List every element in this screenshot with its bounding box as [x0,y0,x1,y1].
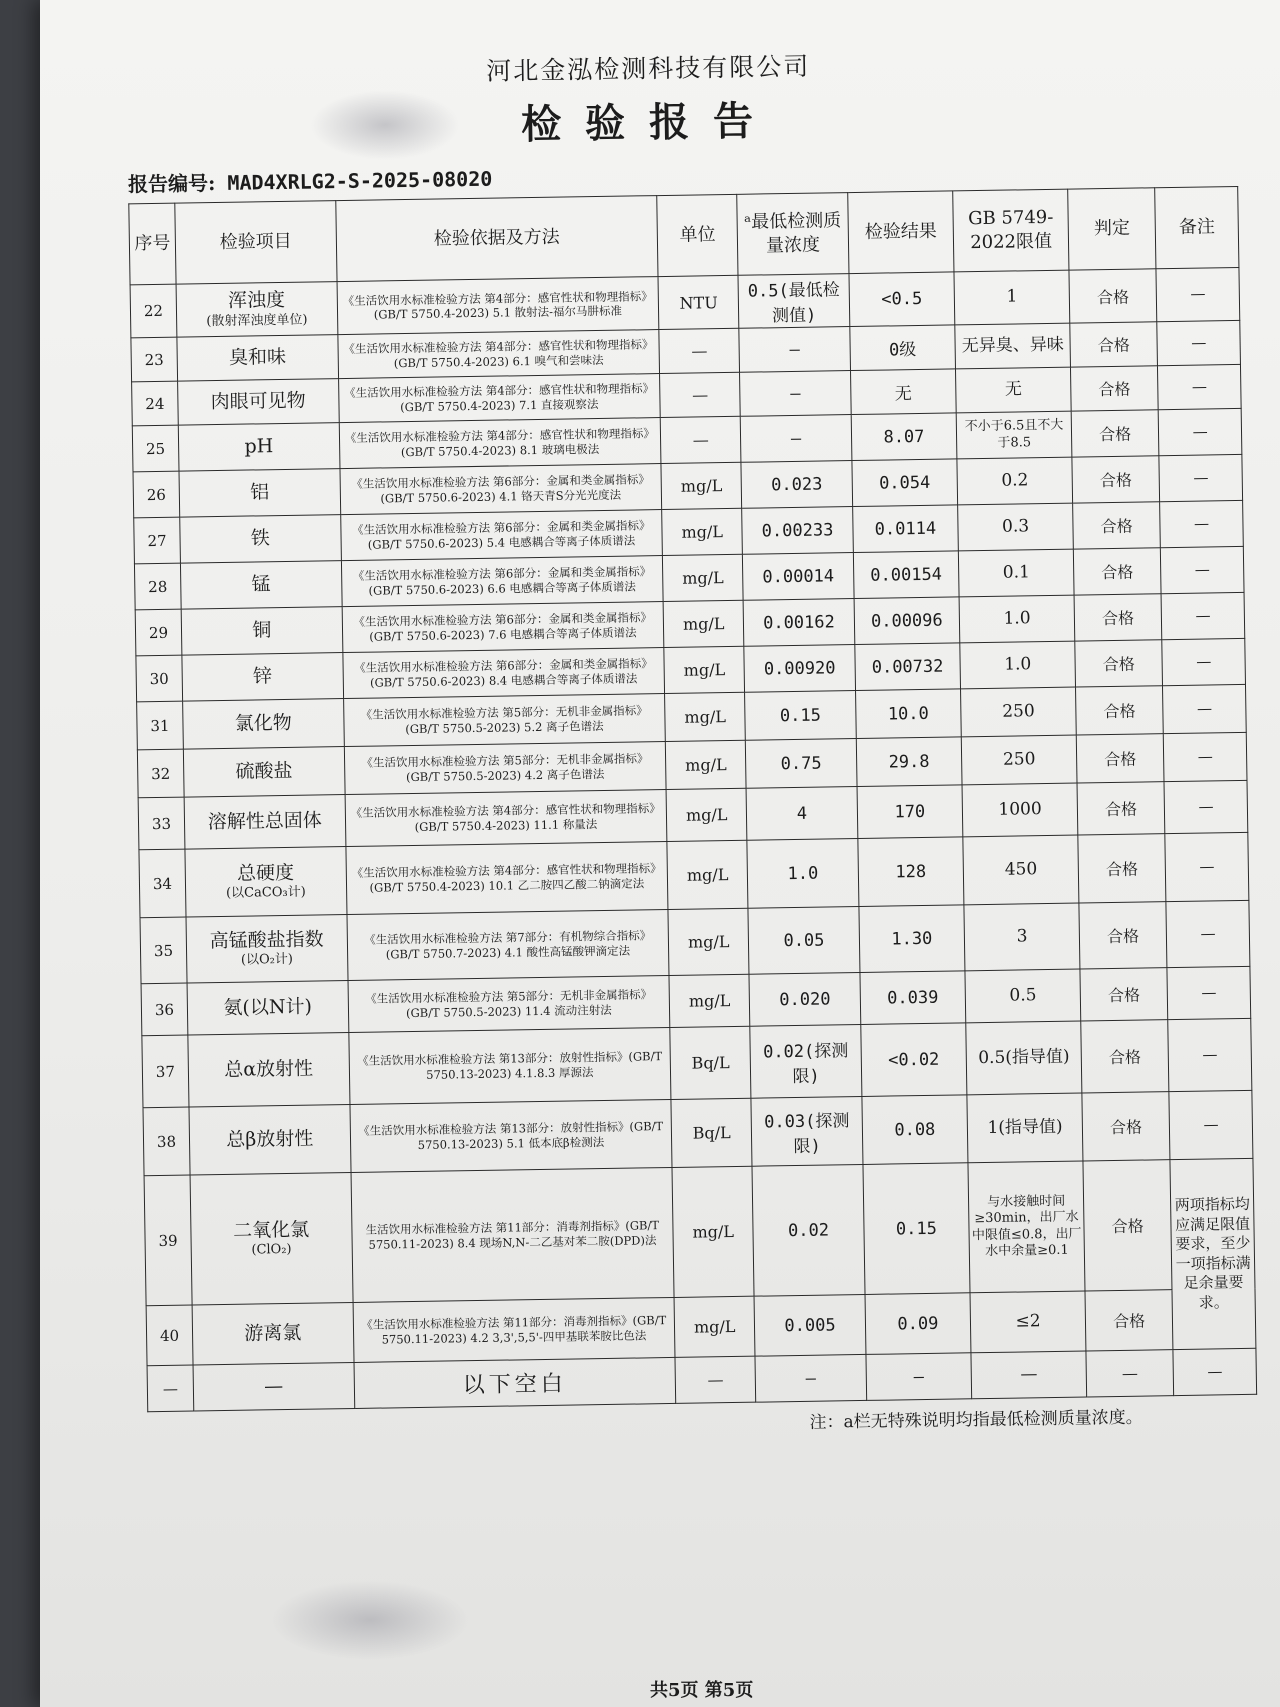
row-item [176,282,338,338]
row-method: 《生活饮用水标准检验方法 第7部分：有机物综合指标》(GB/T 5750.7-2023) 4.1 酸性高锰酸钾滴定法 [347,909,669,980]
row-mdl: — [740,371,851,417]
report-number-label: 报告编号: [127,171,216,197]
row-item [181,607,342,656]
row-item-name: 氨(以N计) [223,995,313,1019]
row-seq: 35 [140,917,187,984]
row-limit: 0.1 [959,549,1075,597]
row-result: <0.5 [849,272,955,327]
row-item [180,515,341,564]
header-seq: 序号 [129,203,176,285]
row-mdl: 0.05 [748,907,859,975]
row-note: — [1163,684,1246,733]
row-unit: Bq/L [670,1026,751,1099]
row-note: — [1161,546,1244,593]
row-result: 29.8 [856,737,962,787]
row-item-name: 溶解性总固体 [207,809,322,833]
header-result: 检验结果 [847,191,954,274]
row-item [179,469,340,518]
row-verdict: 合格 [1071,366,1159,411]
row-limit: 1000 [962,783,1078,837]
row-item-name: 总α放射性 [224,1057,314,1081]
table-row [144,1158,1255,1305]
row-item [190,1173,353,1306]
row-result: 0.039 [860,971,966,1025]
row-item-name: 臭和味 [228,345,287,369]
row-seq: 38 [143,1107,190,1176]
blank-limit: — [971,1351,1087,1399]
header-unit: 单位 [657,194,739,276]
row-mdl: — [741,415,852,463]
row-limit: 0.3 [958,503,1074,551]
row-seq: 34 [139,849,186,918]
row-result: 0.00096 [854,597,960,645]
row-note: — [1164,780,1248,833]
row-verdict: 合格 [1069,269,1157,323]
row-seq: 24 [132,381,179,426]
row-unit: mg/L [662,508,743,555]
row-item-name: 浑浊度 [227,288,286,312]
row-note: — [1158,408,1241,455]
row-verdict: 合格 [1077,782,1165,835]
row-item [183,699,344,750]
row-unit: NTU [658,275,739,329]
row-method: 《生活饮用水标准检验方法 第6部分：金属和类金属指标》(GB/T 5750.6-2023) 5.4 电感耦合等离子体质谱法 [340,510,662,561]
row-note: — [1168,1018,1252,1091]
report-number-value: MAD4XRLG2-S-2025-08020 [227,166,493,195]
row-verdict: 合格 [1072,456,1160,503]
row-method: 生活饮用水标准检验方法 第11部分：消毒剂指标》(GB/T 5750.11-2023) 8.4 现场N,N-二乙基对苯二胺(DPD)法 [351,1167,674,1302]
row-result: 无 [850,369,956,415]
row-verdict: 合格 [1071,410,1159,457]
footnote: 注：a栏无特殊说明均指最低检测质量浓度。 [809,1407,1143,1433]
blank-result: — [866,1353,972,1401]
row-verdict: 合格 [1085,1290,1173,1351]
row-seq: 28 [134,563,181,610]
row-unit: — [660,372,741,417]
row-result: 10.0 [855,689,961,739]
row-verdict: 合格 [1078,834,1166,903]
row-seq: 39 [144,1175,192,1306]
row-limit: 1.0 [959,595,1075,643]
row-item-name: 氯化物 [234,711,292,735]
row-note: — [1166,900,1250,967]
row-verdict: 合格 [1081,1020,1169,1093]
row-result: 170 [857,785,963,839]
row-method: 《生活饮用水标准检验方法 第6部分：金属和类金属指标》(GB/T 5750.6-2023) 4.1 铬天青S分光光度法 [340,464,662,515]
row-limit: 0.5(指导值) [966,1021,1082,1095]
row-verdict: 合格 [1082,1092,1170,1161]
row-result: 0.15 [863,1163,971,1295]
row-mdl: 0.00233 [742,507,853,555]
row-mdl: 0.03(探测限) [751,1096,862,1166]
header-note: 备注 [1155,186,1239,268]
row-note: — [1158,364,1241,409]
row-item [177,379,338,426]
header-item: 检验项目 [175,201,337,285]
row-limit: 1 [954,270,1070,325]
row-verdict: 合格 [1076,686,1164,735]
blank-item: — [193,1362,354,1411]
row-item-name: pH [244,434,274,458]
row-item-name: 二氧化氯 [233,1218,310,1242]
row-unit: mg/L [672,1166,754,1297]
row-seq: 27 [134,517,181,564]
row-unit: mg/L [665,692,746,741]
row-item [187,981,349,1036]
row-limit: 0.2 [957,457,1073,505]
row-note: — [1159,454,1242,501]
row-mdl: 0.15 [745,691,856,741]
row-item-name: 铁 [250,526,270,550]
row-mdl: 4 [746,787,857,841]
row-note: — [1164,732,1247,781]
row-item [189,1105,351,1176]
header-mdl: ᵃ最低检测质量浓度 [737,193,848,276]
row-limit: 与水接触时间≥30min，出厂水中限值≤0.8，出厂水中余量≥0.1 [968,1161,1085,1293]
row-limit: 0.5 [965,969,1081,1023]
row-result: 0.00154 [853,551,959,599]
company-name: 河北金泓检测科技有限公司 [486,51,811,86]
row-unit: mg/L [662,554,743,601]
results-table [128,186,1257,1412]
row-mdl: 0.02(探测限) [750,1024,861,1098]
row-item [184,795,346,850]
row-seq: 26 [133,471,180,518]
row-unit: mg/L [664,646,745,693]
table-body [130,267,1257,1411]
row-item-name: 锌 [252,664,273,688]
row-method: 《生活饮用水标准检验方法 第13部分：放射性指标》(GB/T 5750.13-2023) 4.1.8.3 厚源法 [348,1027,671,1104]
row-mdl: — [739,327,850,373]
row-item [192,1302,354,1365]
row-limit: 1.0 [960,641,1076,689]
row-note: — [1169,1090,1253,1159]
row-item-sub: (ClO₂) [251,1242,292,1258]
row-item-name: 总硬度 [236,861,295,885]
row-unit: mg/L [661,462,742,509]
row-item-name: 铝 [249,480,270,504]
row-note: — [1157,320,1240,365]
row-item-name: 游离氯 [244,1321,302,1345]
row-item [180,561,341,610]
row-method: 《生活饮用水标准检验方法 第4部分：感官性状和物理指标》(GB/T 5750.4-2023) 5.1 散射法-福尔马肼标准 [337,277,659,335]
row-item [185,847,347,918]
row-result: 0.00732 [854,643,960,691]
row-note-merged: 两项指标均应满足限值要求，至少一项指标满足余量要求。 [1170,1158,1256,1349]
row-limit: 1(指导值) [967,1093,1083,1163]
ink-smudge [270,1580,470,1660]
header-limit: GB 5749-2022限值 [953,189,1069,272]
row-item [188,1033,350,1108]
row-note: — [1161,592,1244,639]
row-item-sub: (以CaCO₃计) [225,884,306,902]
row-item [177,335,338,382]
row-mdl: 0.005 [754,1294,865,1356]
row-seq: 37 [142,1035,189,1108]
row-item-name: 锰 [251,572,271,596]
row-unit: mg/L [669,974,750,1027]
row-unit: mg/L [667,840,748,909]
row-verdict: 合格 [1080,968,1168,1021]
row-item-name: 高锰酸盐指数 [209,927,324,952]
row-result: 0.09 [865,1293,972,1355]
row-seq: 32 [137,749,184,798]
row-method: 《生活饮用水标准检验方法 第13部分：放射性指标》(GB/T 5750.13-2023) 5.1 低本底β检测法 [350,1099,672,1172]
row-method: 《生活饮用水标准检验方法 第6部分：金属和类金属指标》(GB/T 5750.6-2023) 7.6 电感耦合等离子体质谱法 [342,602,664,653]
row-item [186,915,348,984]
row-unit: mg/L [666,788,747,841]
row-verdict: 合格 [1083,1160,1172,1291]
row-seq: 29 [135,609,182,656]
row-unit: mg/L [674,1296,755,1357]
row-mdl: 0.020 [749,972,860,1026]
row-item [178,423,339,472]
row-note: — [1167,966,1251,1019]
row-seq: 33 [138,797,185,850]
blank-mdl: — [755,1354,866,1402]
row-seq: 22 [130,284,177,338]
row-item-sub: (以O₂计) [240,952,294,968]
blank-text: 以下空白 [354,1357,676,1408]
row-item-name: 肉眼可见物 [210,389,306,413]
row-seq: 25 [132,425,179,472]
row-mdl: 0.02 [752,1164,864,1296]
row-method: 《生活饮用水标准检验方法 第4部分：感官性状和物理指标》(GB/T 5750.4-2023) 10.1 乙二胺四乙酸二钠滴定法 [346,842,668,915]
row-note: — [1165,832,1249,901]
row-verdict: 合格 [1076,734,1164,783]
row-result: 1.30 [859,905,966,973]
row-mdl: 0.75 [746,739,857,789]
row-limit: 450 [963,835,1079,905]
row-verdict: 合格 [1075,640,1163,687]
row-method: 《生活饮用水标准检验方法 第5部分：无机非金属指标》(GB/T 5750.5-2023) 5.2 离子色谱法 [343,694,665,747]
row-item [182,653,343,702]
row-mdl: 0.00162 [744,599,855,647]
row-seq: 23 [131,337,178,382]
blank-seq: — [147,1365,194,1412]
header-verdict: 判定 [1068,188,1157,270]
row-item-name: 铜 [252,618,272,642]
row-limit: 无 [956,367,1071,413]
row-method: 《生活饮用水标准检验方法 第4部分：感官性状和物理指标》(GB/T 5750.4-2023) 6.1 嗅气和尝味法 [338,330,660,379]
row-method: 《生活饮用水标准检验方法 第4部分：感官性状和物理指标》(GB/T 5750.4-2023) 11.1 称量法 [345,790,667,847]
row-limit: 不小于6.5且不大于8.5 [956,411,1072,459]
row-limit: ≤2 [970,1291,1086,1353]
row-note: — [1156,267,1240,321]
row-limit: 250 [961,687,1077,737]
row-mdl: 1.0 [747,839,858,909]
row-result: 0.08 [862,1095,969,1165]
row-unit: mg/L [665,740,746,789]
row-result: <0.02 [860,1023,967,1097]
row-result: 0.054 [852,459,958,507]
row-note: — [1162,638,1245,685]
row-unit: — [660,416,741,463]
row-result: 0.0114 [852,505,958,553]
row-result: 128 [857,837,964,907]
row-method: 《生活饮用水标准检验方法 第6部分：金属和类金属指标》(GB/T 5750.6-2023) 6.6 电感耦合等离子体质谱法 [341,556,663,607]
row-limit: 3 [964,903,1080,971]
row-method: 《生活饮用水标准检验方法 第6部分：金属和类金属指标》(GB/T 5750.6-2023) 8.4 电感耦合等离子体质谱法 [342,648,664,699]
page-number: 共5页 第5页 [650,1680,754,1701]
row-method: 《生活饮用水标准检验方法 第4部分：感官性状和物理指标》(GB/T 5750.4-2023) 8.1 玻璃电极法 [339,418,661,469]
report-title: 检验报告 [520,97,778,149]
row-seq: 36 [141,983,188,1036]
row-method: 《生活饮用水标准检验方法 第11部分：消毒剂指标》(GB/T 5750.11-2023) 4.2 3,3',5,5'-四甲基联苯胺比色法 [353,1297,675,1362]
row-note: — [1160,500,1243,547]
row-seq: 31 [137,701,184,750]
row-unit: — [659,328,740,373]
row-result: 8.07 [851,413,957,461]
row-seq: 30 [136,655,183,702]
blank-verdict: — [1086,1350,1174,1397]
row-method: 《生活饮用水标准检验方法 第4部分：感官性状和物理指标》(GB/T 5750.4-2023) 7.1 直接观察法 [338,374,660,423]
row-verdict: 合格 [1074,594,1162,641]
row-item-name: 硫酸盐 [235,759,293,783]
report-document [88,40,1251,1443]
row-seq: 40 [146,1305,193,1366]
row-limit: 250 [962,735,1078,785]
row-verdict: 合格 [1079,902,1167,969]
row-result: 0级 [849,325,955,371]
blank-note: — [1173,1348,1256,1395]
row-verdict: 合格 [1073,548,1161,595]
row-verdict: 合格 [1073,502,1161,549]
row-mdl: 0.023 [741,461,852,509]
row-unit: mg/L [668,908,749,975]
row-method: 《生活饮用水标准检验方法 第5部分：无机非金属指标》(GB/T 5750.5-2023) 4.2 离子色谱法 [344,742,666,795]
row-mdl: 0.00014 [743,553,854,601]
row-mdl: 0.00920 [744,645,855,693]
header-method: 检验依据及方法 [335,196,658,282]
blank-unit: — [675,1356,756,1403]
row-verdict: 合格 [1070,322,1158,367]
row-item-name: 总β放射性 [226,1127,314,1151]
row-limit: 无异臭、异味 [955,323,1070,369]
row-item [183,747,344,798]
row-unit: Bq/L [671,1098,752,1167]
row-method: 《生活饮用水标准检验方法 第5部分：无机非金属指标》(GB/T 5750.5-2023) 11.4 流动注射法 [348,975,670,1032]
row-mdl: 0.5(最低检测值) [738,274,849,329]
row-item-sub: (散射浑浊度单位) [206,312,308,329]
row-unit: mg/L [663,600,744,647]
